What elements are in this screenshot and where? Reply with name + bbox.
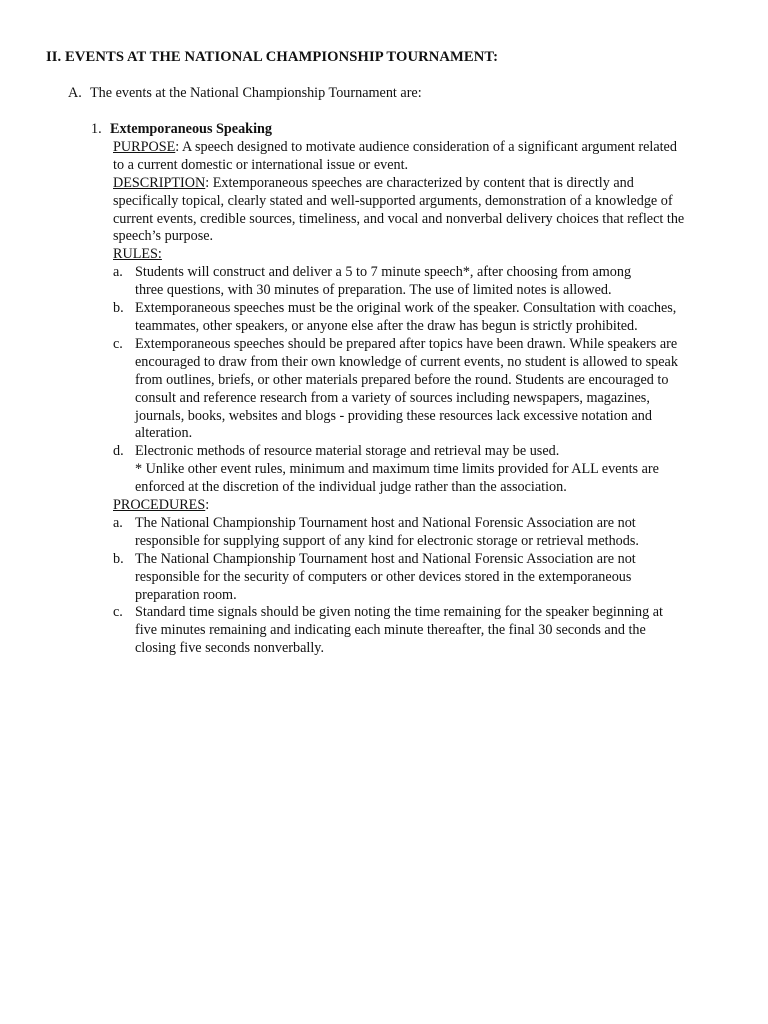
rule-line: alteration. (135, 425, 193, 442)
rules-heading (113, 246, 731, 264)
rule-line: journals, books, websites and blogs - providing these resources lack excessive notation and (135, 407, 652, 424)
procedure-line: preparation room. (135, 586, 237, 603)
rule-item (113, 264, 731, 300)
procedures-colon: : (205, 497, 210, 514)
purpose-paragraph (113, 139, 731, 175)
description-text-2: specifically topical, clearly stated and well-supported arguments, demonstration of a knowledge of (113, 192, 673, 209)
procedure-text (135, 604, 731, 658)
procedure-letter: c. (113, 604, 123, 621)
rule-line: enforced at the discretion of the individual judge rather than the association. (135, 479, 567, 496)
procedure-item (113, 515, 731, 551)
procedures-list (113, 515, 731, 658)
rule-line: from outlines, briefs, or other materials prepared before the round. Students are encouraged to (135, 371, 669, 388)
subsection-a (68, 85, 422, 103)
rule-item (113, 443, 731, 497)
event-title-line (91, 121, 731, 139)
procedure-text (135, 515, 731, 551)
event-title: Extemporaneous Speaking (110, 121, 272, 137)
event-body (91, 139, 731, 658)
subsection-text: The events at the National Championship Tournament are: (90, 85, 422, 101)
procedure-line: responsible for the security of computers or other devices stored in the extemporaneous (135, 568, 632, 585)
rule-line: Extemporaneous speeches must be the original work of the speaker. Consultation with coaches, (135, 300, 677, 317)
rule-text (135, 264, 731, 300)
rule-item (113, 300, 731, 336)
rules-label: RULES: (113, 246, 162, 263)
purpose-text-1: : A speech designed to motivate audience consideration of a significant argument related (175, 138, 677, 155)
event-extemporaneous-speaking (91, 121, 731, 658)
description-paragraph (113, 175, 731, 247)
rule-line: Electronic methods of resource material storage and retrieval may be used. (135, 443, 560, 460)
rule-line: encouraged to draw from their own knowledge of current events, no student is allowed to speak (135, 353, 678, 370)
procedure-text (135, 551, 731, 605)
event-number: 1. (91, 121, 102, 137)
rule-line: * Unlike other event rules, minimum and maximum time limits provided for ALL events are (135, 461, 659, 478)
rule-line: Extemporaneous speeches should be prepared after topics have been drawn. While speakers are (135, 335, 678, 352)
rule-letter: c. (113, 335, 123, 352)
purpose-label: PURPOSE (113, 138, 176, 155)
description-text-4: speech’s purpose. (113, 228, 214, 245)
procedure-line: The National Championship Tournament host and National Forensic Association are not (135, 550, 636, 567)
rule-line: Students will construct and deliver a 5 to 7 minute speech*, after choosing from among (135, 264, 632, 281)
rule-line: teammates, other speakers, or anyone else after the draw has begun is strictly prohibited. (135, 317, 638, 334)
procedure-line: Standard time signals should be given noting the time remaining for the speaker beginning at (135, 604, 663, 621)
rule-text (135, 300, 731, 336)
procedure-letter: b. (113, 550, 124, 567)
rule-letter: d. (113, 443, 124, 460)
description-label: DESCRIPTION (113, 174, 206, 191)
section-heading: II. EVENTS AT THE NATIONAL CHAMPIONSHIP TOURNAMENT: (46, 49, 499, 65)
subsection-marker: A. (68, 85, 82, 101)
procedure-item (113, 604, 731, 658)
rules-list (113, 264, 731, 497)
rule-item (113, 336, 731, 443)
purpose-text-2: to a current domestic or international issue or event. (113, 156, 409, 173)
rule-text (135, 443, 731, 497)
procedure-letter: a. (113, 514, 123, 531)
description-text-3: current events, credible sources, timeliness, and vocal and nonverbal delivery choices that reflect the (113, 210, 685, 227)
procedure-item (113, 551, 731, 605)
rule-line: three questions, with 30 minutes of preparation. The use of limited notes is allowed. (135, 282, 612, 299)
procedure-line: five minutes remaining and indicating each minute thereafter, the final 30 seconds and the (135, 622, 646, 639)
rule-line: consult and reference research from a variety of sources including newspapers, magazines, (135, 389, 650, 406)
procedures-heading (113, 497, 731, 515)
procedure-line: The National Championship Tournament host and National Forensic Association are not (135, 514, 636, 531)
rule-letter: b. (113, 300, 124, 317)
rule-letter: a. (113, 264, 123, 281)
rule-text (135, 336, 731, 443)
description-text-1: : Extemporaneous speeches are characterized by content that is directly and (205, 174, 634, 191)
procedures-label: PROCEDURES (113, 497, 206, 514)
procedure-line: responsible for supplying support of any kind for electronic storage or retrieval methods. (135, 532, 639, 549)
procedure-line: closing five seconds nonverbally. (135, 640, 324, 657)
